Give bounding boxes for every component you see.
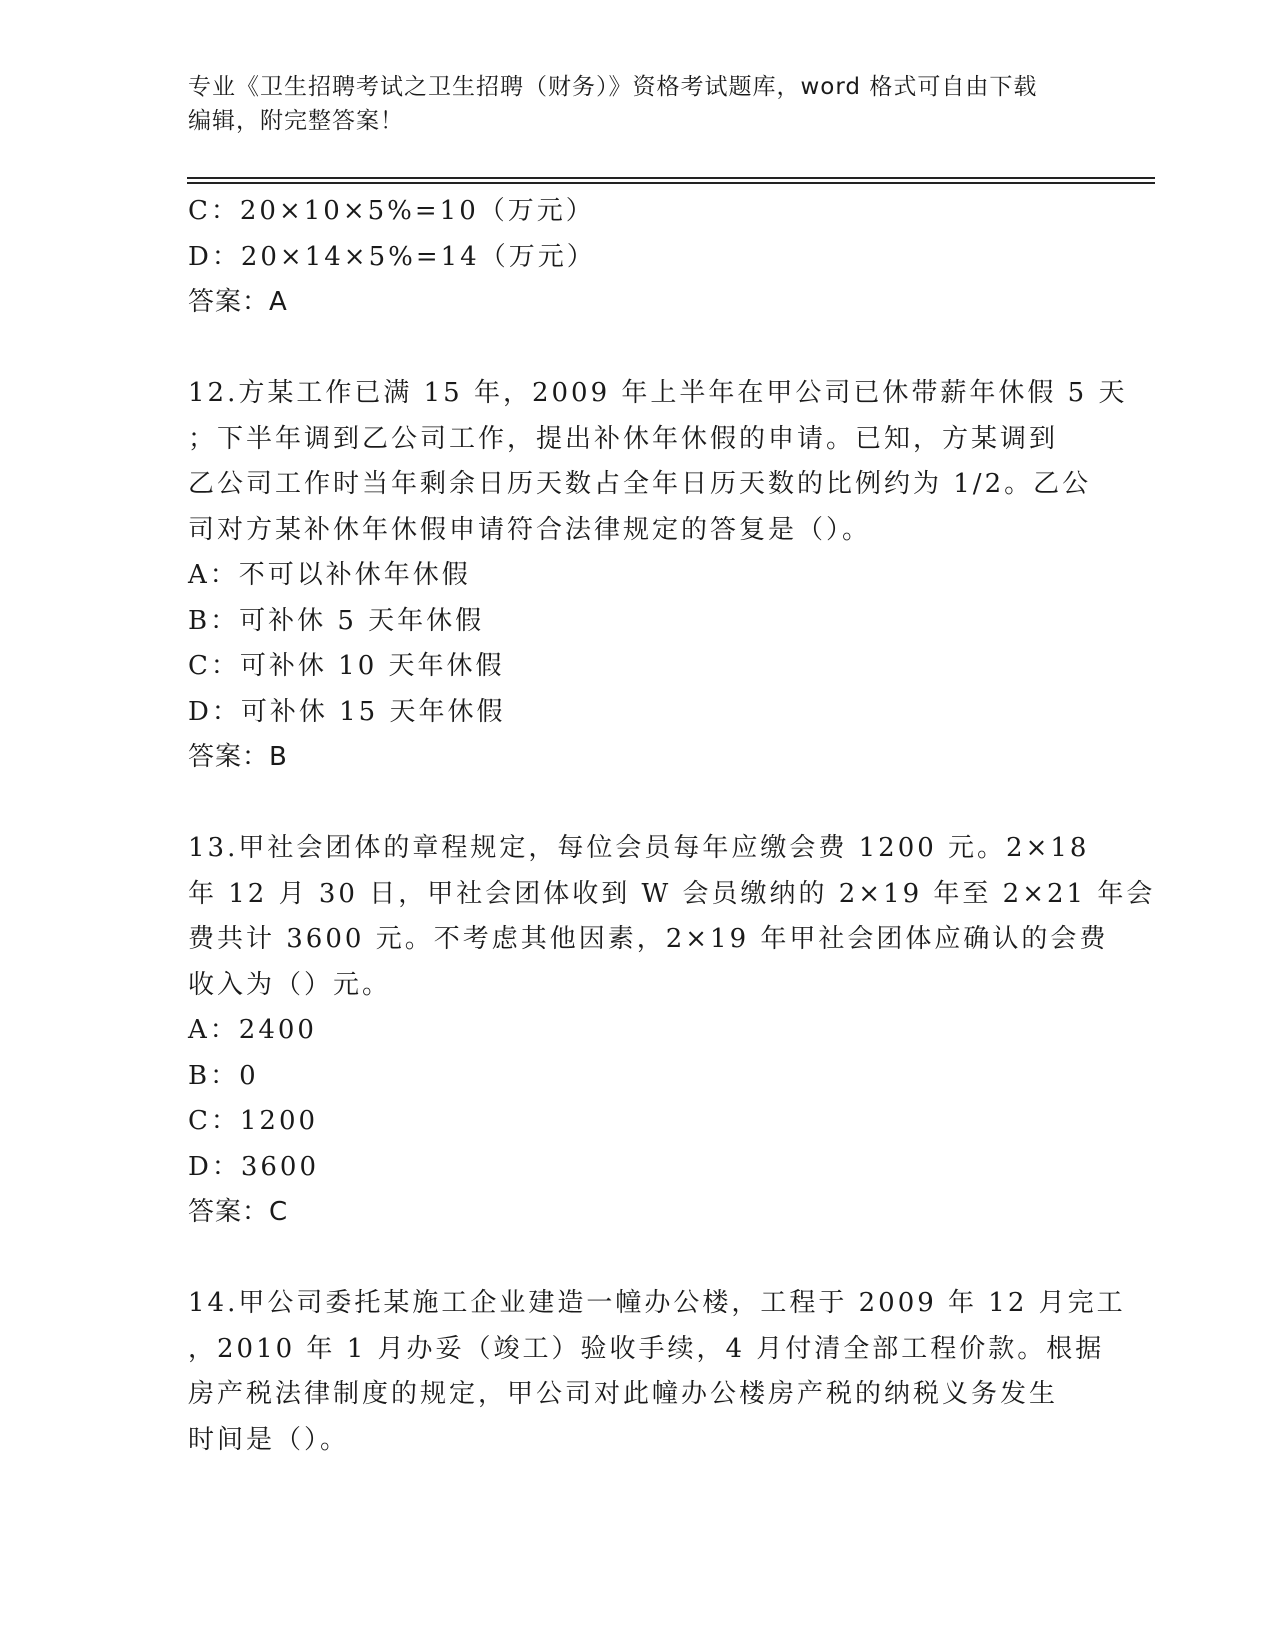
option-d: D：3600 <box>188 1151 320 1182</box>
question-14 <box>188 1281 1126 1463</box>
question-text-line: 房产税法律制度的规定，甲公司对此幢办公楼房产税的纳税义务发生 <box>188 1379 1059 1409</box>
document-body <box>188 189 1156 1463</box>
option-a: A：不可以补休年休假 <box>188 560 471 590</box>
option-c: C：1200 <box>188 1106 319 1136</box>
question-text-line: 费共计 3600 元。不考虑其他因素，2×19 年甲社会团体应确认的会费 <box>188 924 1109 954</box>
answer: 答案：B <box>188 742 288 772</box>
spacer <box>188 1236 1088 1282</box>
question-text-line: 收入为（）元。 <box>188 969 392 1000</box>
header-line-1: 专业《卫生招聘考试之卫生招聘（财务）》资格考试题库，word 格式可自由下载 <box>188 74 1038 100</box>
prev-option-c: C：20×10×5%=10（万元） <box>188 196 595 226</box>
question-text-line: 12.方某工作已满 15 年，2009 年上半年在甲公司已休带薪年休假 5 天 <box>188 378 1128 408</box>
header-divider-top <box>187 177 1155 179</box>
option-b: B：0 <box>188 1060 259 1091</box>
question-12 <box>188 371 1128 781</box>
spacer <box>188 326 1088 372</box>
question-text-line: 司对方某补休年休假申请符合法律规定的答复是（）。 <box>188 514 872 545</box>
question-text-line: 时间是（）。 <box>188 1424 350 1455</box>
question-text-line: 乙公司工作时当年剩余日历天数占全年日历天数的比例约为 1/2。乙公 <box>188 469 1092 499</box>
header-divider-bottom <box>187 182 1155 184</box>
option-c: C：可补休 10 天年休假 <box>188 651 505 681</box>
question-text-line: ，2010 年 1 月办妥（竣工）验收手续，4 月付清全部工程价款。根据 <box>188 1333 1105 1364</box>
option-b: B：可补休 5 天年休假 <box>188 605 485 636</box>
question-text-line: ；下半年调到乙公司工作，提出补休年休假的申请。已知，方某调到 <box>188 423 1059 454</box>
option-d: D：可补休 15 天年休假 <box>188 696 506 727</box>
prev-answer: 答案：A <box>188 287 288 317</box>
document-header <box>188 70 1088 138</box>
answer: 答案：C <box>188 1197 289 1227</box>
question-text-line: 13.甲社会团体的章程规定，每位会员每年应缴会费 1200 元。2×18 <box>188 833 1090 863</box>
question-13 <box>188 826 1156 1236</box>
question-text-line: 14.甲公司委托某施工企业建造一幢办公楼，工程于 2009 年 12 月完工 <box>188 1288 1126 1318</box>
prev-option-d: D：20×14×5%=14（万元） <box>188 241 596 272</box>
option-a: A：2400 <box>188 1015 317 1045</box>
question-text-line: 年 12 月 30 日，甲社会团体收到 W 会员缴纳的 2×19 年至 2×21 年会 <box>188 878 1156 909</box>
header-line-2: 编辑，附完整答案！ <box>188 108 404 134</box>
spacer <box>188 781 1088 827</box>
